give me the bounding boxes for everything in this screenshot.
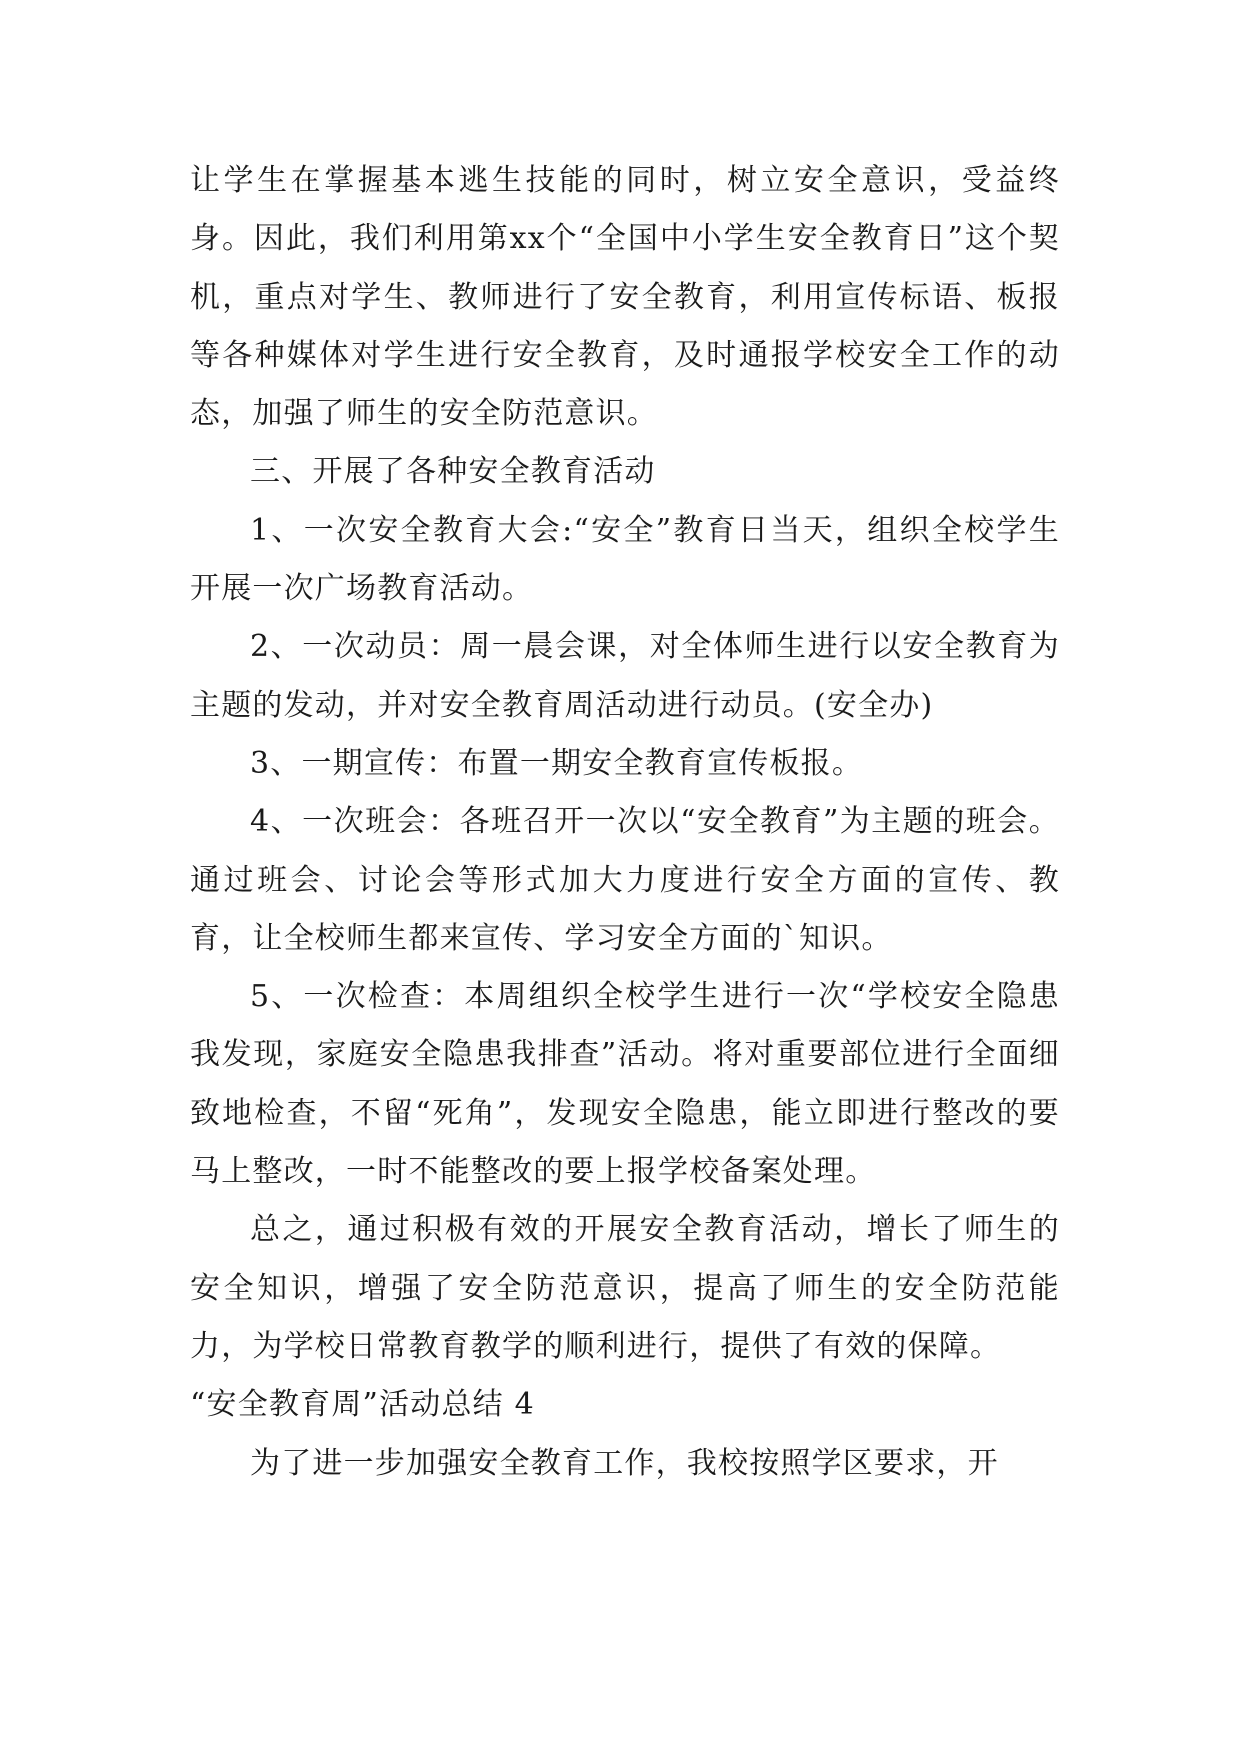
list-item-publicity: 3、一期宣传：布置一期安全教育宣传板报。: [250, 745, 864, 781]
paragraph-intro: 让学生在掌握基本逃生技能的同时，树立安全意识，受益终身。因此，我们利用第xx个“全国中小学生安全教育日”这个契机，重点对学生、教师进行了安全教育，利用宣传标语、板报等各种媒体对学生进行安全教育，及时通报学校安全工作的动态，加强了师生的安全防范意识。: [190, 163, 1060, 432]
document-body: [190, 152, 1060, 1493]
section-heading-activities: 三、开展了各种安全教育活动: [250, 454, 656, 490]
list-item-inspection: 5、一次检查：本周组织全校学生进行一次“学校安全隐患我发现，家庭安全隐患我排查”活动。将对重要部位进行全面细致地检查，不留“死角”，发现安全隐患，能立即进行整改的要马上整改，一时不能整改的要上报学校备案处理。: [190, 979, 1060, 1190]
section-title: “安全教育周”活动总结 4: [190, 1387, 535, 1423]
list-item-class-meeting: 4、一次班会：各班召开一次以“安全教育”为主题的班会。通过班会、讨论会等形式加大力度进行安全方面的宣传、教育，让全校师生都来宣传、学习安全方面的`知识。: [190, 804, 1060, 956]
paragraph-continued: 为了进一步加强安全教育工作，我校按照学区要求，开: [250, 1445, 999, 1481]
list-item-mobilization: 2、一次动员：周一晨会课，对全体师生进行以安全教育为主题的发动，并对安全教育周活动进行动员。(安全办): [190, 629, 1060, 723]
list-item-assembly: 1、一次安全教育大会:“安全”教育日当天，组织全校学生开展一次广场教育活动。: [190, 512, 1060, 607]
paragraph-summary: 总之，通过积极有效的开展安全教育活动，增长了师生的安全知识，增强了安全防范意识，提高了师生的安全防范能力，为学校日常教育教学的顺利进行，提供了有效的保障。: [190, 1212, 1060, 1364]
